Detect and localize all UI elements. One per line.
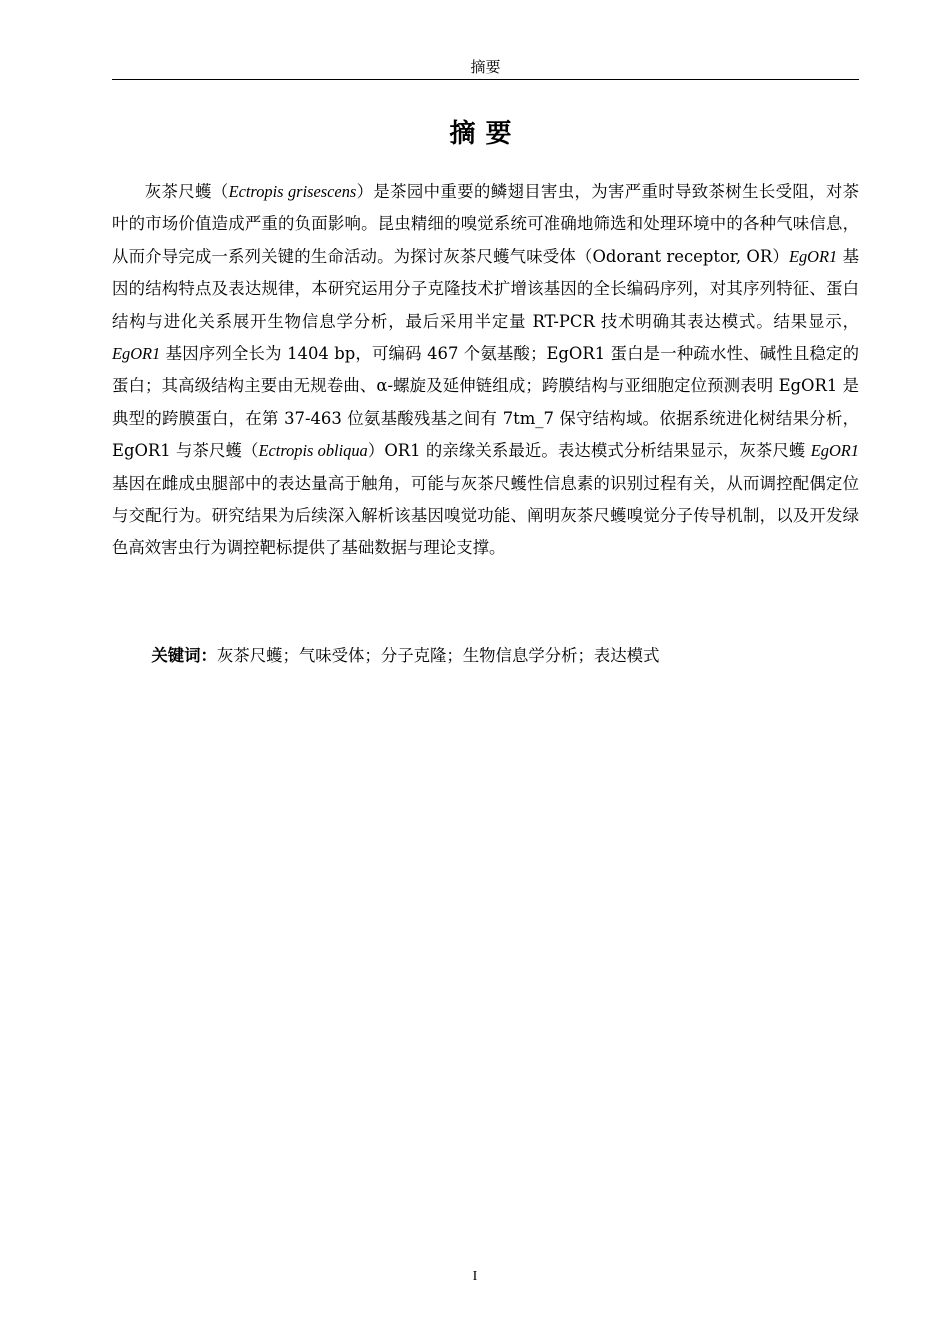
gene-name-italic: EgOR1 bbox=[112, 344, 161, 364]
species-name-italic: Ectropis obliqua bbox=[258, 441, 368, 461]
abstract-text: 基因的结构特点及表达规律，本研究运用分子克隆技术扩增该基因的全长编码序列，对其序列特征、蛋白结构与进化关系展开生物信息学分析，最后采用半定量 RT-PCR 技术明确其表达模式。结果显示， bbox=[112, 246, 859, 331]
abstract-text: 灰茶尺蠖（ bbox=[144, 182, 229, 201]
species-name-italic: Ectropis grisescens bbox=[228, 182, 357, 201]
page-number: I bbox=[472, 1269, 478, 1284]
abstract-text: ）是茶园中重要的鳞翅目害虫，为害严重时导致茶树生长受阻，对茶叶的市场价值造成严重的负面影响。昆虫精细的嗅觉系统可准确地筛选和处理环境中的各种气味信息，从而介导完成一系列关键的生命活动。为探讨灰茶尺蠖气味受体（Odorant receptor, OR） bbox=[112, 182, 860, 266]
page-title: 摘要 bbox=[449, 119, 522, 149]
keywords-label: 关键词： bbox=[151, 646, 217, 665]
abstract-text: ）OR1 的亲缘关系最近。表达模式分析结果显示，灰茶尺蠖 bbox=[367, 441, 811, 461]
abstract-text: 基因序列全长为 1404 bp，可编码 467 个氨基酸；EgOR1 蛋白是一种疏水性、碱性且稳定的蛋白；其高级结构主要由无规卷曲、α-螺旋及延伸链组成；跨膜结构与亚细胞定位预测表明 EgOR1 是典型的跨膜蛋白，在第 37-463 位氨基酸残基之间有 7tm_7 保守结构域。依据系统进化树结果分析，EgOR1 与茶尺蠖（ bbox=[112, 344, 859, 461]
abstract-paragraph bbox=[112, 176, 859, 565]
running-header: 摘要 bbox=[470, 58, 501, 76]
keywords-line bbox=[112, 640, 859, 672]
keywords-text: 灰茶尺蠖；气味受体；分子克隆；生物信息学分析；表达模式 bbox=[216, 646, 660, 665]
header-rule bbox=[112, 79, 859, 80]
gene-name-italic: EgOR1 bbox=[788, 246, 838, 266]
abstract-text: 基因在雌成虫腿部中的表达量高于触角，可能与灰茶尺蠖性信息素的识别过程有关，从而调控配偶定位与交配行为。研究结果为后续深入解析该基因嗅觉功能、阐明灰茶尺蠖嗅觉分子传导机制，以及开发绿色高效害虫行为调控靶标提供了基础数据与理论支撑。 bbox=[112, 473, 859, 558]
gene-name-italic: EgOR1 bbox=[810, 441, 859, 461]
